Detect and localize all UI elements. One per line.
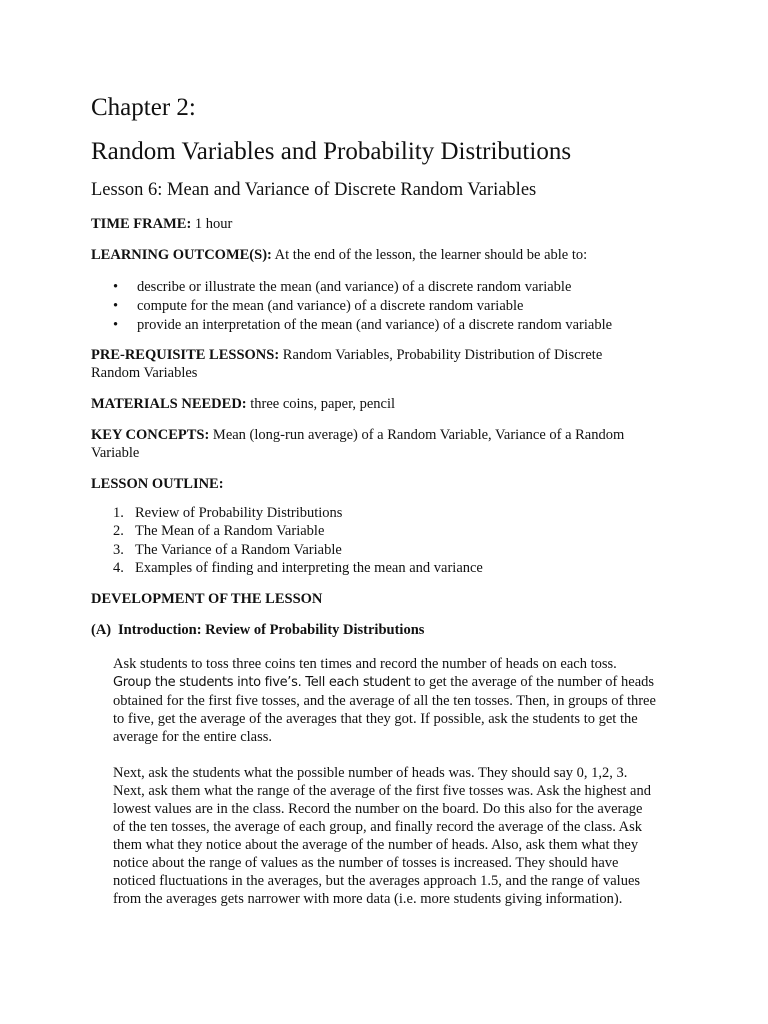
list-item: • compute for the mean (and variance) of a discrete random variable [113,298,524,314]
section-a-heading [91,621,424,639]
section-a-title: Introduction: Review of Probability Distributions [118,622,425,638]
chapter-title: Random Variables and Probability Distributions [91,138,572,165]
key-concepts [91,426,661,462]
list-item: 4. Examples of finding and interpreting the mean and variance [113,559,483,576]
learning-outcomes-list [113,278,612,335]
key-concepts-value: Mean (long-run average) of a Random Variable, Variance of a Random Variable [91,427,625,461]
bullet-icon: • [113,317,119,333]
chapter-heading: Chapter 2: [91,94,196,121]
section-a-label: (A) [91,622,112,638]
learning-outcomes-value: At the end of the lesson, the learner should be able to: [271,247,588,263]
list-item: 1. Review of Probability Distributions [113,505,343,521]
list-item: • describe or illustrate the mean (and variance) of a discrete random variable [113,279,572,295]
learning-outcomes-label: LEARNING OUTCOME(S): [91,247,272,263]
handwritten-text: Group the students into five’s. Tell each student [113,675,411,690]
key-concepts-label: KEY CONCEPTS: [91,427,210,443]
list-item: 2. The Mean of a Random Variable [113,523,325,540]
lesson-title: Lesson 6: Mean and Variance of Discrete Random Variables [91,180,537,200]
lesson-outline-heading: LESSON OUTLINE: [91,476,224,492]
time-frame [91,215,691,233]
bullet-icon: • [113,279,119,295]
time-frame-label: TIME FRAME: [91,216,192,232]
development-heading: DEVELOPMENT OF THE LESSON [91,591,323,607]
prerequisite-lessons [91,346,636,382]
time-frame-value: 1 hour [191,216,233,232]
prerequisite-value: Random Variables, Probability Distribution of Discrete Random Variables [91,347,603,381]
prerequisite-label: PRE-REQUISITE LESSONS: [91,347,280,363]
materials-label: MATERIALS NEEDED: [91,396,247,412]
discussion-paragraph: Next, ask the students what the possible number of heads was. They should say 0, 1,2, 3. Next, ask them what the range of the average of the first five tosses was. Ask the highest and lowest values are in the class. Record the number on the board. Do this also for the average of the ten tosses, the average of each group, and finally record the average of the class. Ask them what they notice about the average of the number of heads. Also, ask them what they notice about the range of values as the number of tosses is increased. They should have noticed fluctuations in the averages, but the averages approach 1.5, and the range of values from the averages gets narrower with more data (i.e. more students giving information). [113,765,651,907]
materials-needed [91,395,691,413]
lesson-outline-list [113,504,483,577]
learning-outcomes-intro [91,246,691,264]
bullet-icon: • [113,298,119,314]
materials-value: three coins, paper, pencil [246,396,396,412]
intro-paragraph: Ask students to toss three coins ten times and record the number of heads on each toss. Group the students into five’s. Tell each student to get the average of the number of heads obtained for the first five tosses, and the average of all the ten tosses. Then, in groups of three to five, get the average of the averages that they got. If possible, ask the students to get the average for the entire class. [113,656,656,745]
list-item: • provide an interpretation of the mean (and variance) of a discrete random variable [113,317,613,333]
list-item: 3. The Variance of a Random Variable [113,541,342,558]
